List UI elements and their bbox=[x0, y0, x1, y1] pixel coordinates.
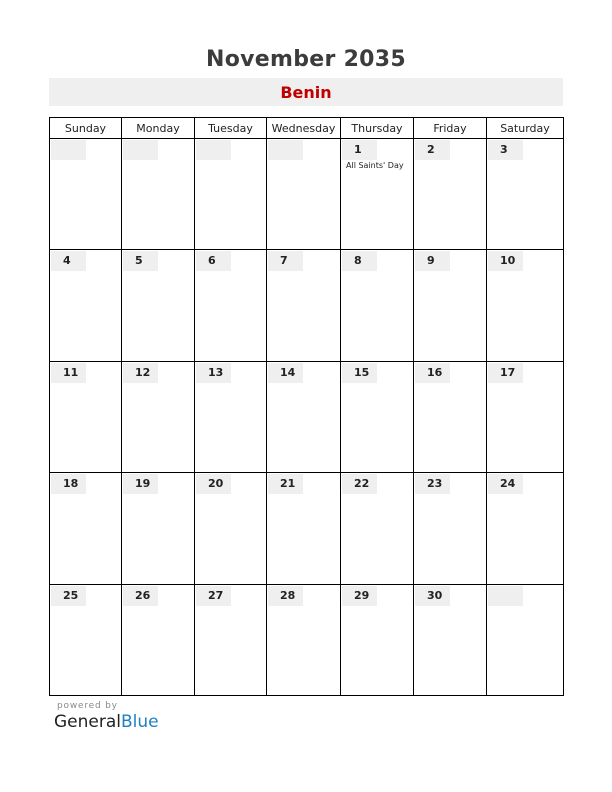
weekday-header-row bbox=[50, 118, 564, 139]
week-row bbox=[50, 361, 564, 472]
week-row bbox=[50, 139, 564, 250]
day-cell[interactable] bbox=[267, 473, 341, 584]
day-cell[interactable] bbox=[267, 250, 341, 361]
day-number: 28 bbox=[268, 586, 303, 606]
day-cell[interactable] bbox=[195, 139, 267, 250]
day-cell[interactable] bbox=[341, 584, 414, 695]
day-cell[interactable] bbox=[122, 361, 195, 472]
day-number: 25 bbox=[51, 586, 86, 606]
day-cell[interactable] bbox=[50, 361, 122, 472]
day-number: 13 bbox=[196, 363, 231, 383]
day-number: 16 bbox=[415, 363, 450, 383]
day-cell[interactable] bbox=[341, 361, 414, 472]
day-number: 26 bbox=[123, 586, 158, 606]
day-cell[interactable] bbox=[122, 584, 195, 695]
calendar-title: November 2035 bbox=[205, 47, 407, 72]
day-number: 24 bbox=[488, 474, 523, 494]
calendar-grid bbox=[49, 117, 564, 696]
day-cell[interactable] bbox=[50, 473, 122, 584]
day-cell[interactable] bbox=[487, 584, 564, 695]
day-number: 18 bbox=[51, 474, 86, 494]
day-cell[interactable] bbox=[195, 250, 267, 361]
day-cell[interactable] bbox=[487, 361, 564, 472]
weekday-friday: Friday bbox=[414, 118, 487, 139]
day-cell[interactable] bbox=[341, 250, 414, 361]
weekday-saturday: Saturday bbox=[487, 118, 564, 139]
day-number: 5 bbox=[123, 251, 158, 271]
country-name: Benin bbox=[280, 83, 332, 102]
day-cell[interactable] bbox=[50, 250, 122, 361]
weekday-tuesday: Tuesday bbox=[195, 118, 267, 139]
day-cell[interactable] bbox=[195, 473, 267, 584]
day-cell[interactable] bbox=[50, 139, 122, 250]
day-number: 7 bbox=[268, 251, 303, 271]
generalblue-logo bbox=[54, 712, 159, 732]
day-number: 20 bbox=[196, 474, 231, 494]
day-number: 23 bbox=[415, 474, 450, 494]
day-number bbox=[123, 140, 158, 160]
day-cell[interactable] bbox=[414, 473, 487, 584]
day-cell[interactable] bbox=[341, 473, 414, 584]
day-number: 29 bbox=[342, 586, 377, 606]
day-number: 17 bbox=[488, 363, 523, 383]
powered-by-label: powered by bbox=[57, 701, 118, 711]
brand-general: General bbox=[54, 712, 121, 732]
day-number: 4 bbox=[51, 251, 86, 271]
day-number: 8 bbox=[342, 251, 377, 271]
day-number: 21 bbox=[268, 474, 303, 494]
day-cell[interactable] bbox=[487, 250, 564, 361]
day-number bbox=[196, 140, 231, 160]
brand-blue: Blue bbox=[121, 712, 159, 732]
weekday-monday: Monday bbox=[122, 118, 195, 139]
day-number bbox=[268, 140, 303, 160]
day-cell[interactable] bbox=[487, 139, 564, 250]
day-number bbox=[51, 140, 86, 160]
day-cell[interactable] bbox=[267, 139, 341, 250]
weekday-wednesday: Wednesday bbox=[267, 118, 341, 139]
day-number: 11 bbox=[51, 363, 86, 383]
day-number: 30 bbox=[415, 586, 450, 606]
day-number: 2 bbox=[415, 140, 450, 160]
day-cell[interactable] bbox=[414, 250, 487, 361]
day-cell[interactable] bbox=[195, 584, 267, 695]
day-number: 19 bbox=[123, 474, 158, 494]
day-cell[interactable] bbox=[50, 584, 122, 695]
day-number: 27 bbox=[196, 586, 231, 606]
day-cell[interactable] bbox=[267, 584, 341, 695]
weekday-thursday: Thursday bbox=[341, 118, 414, 139]
day-number: 14 bbox=[268, 363, 303, 383]
day-number: 1 bbox=[342, 140, 377, 160]
day-number bbox=[488, 586, 523, 606]
day-cell[interactable] bbox=[122, 139, 195, 250]
week-row bbox=[50, 473, 564, 584]
day-number: 15 bbox=[342, 363, 377, 383]
day-cell[interactable] bbox=[414, 584, 487, 695]
day-number: 3 bbox=[488, 140, 523, 160]
weekday-sunday: Sunday bbox=[50, 118, 122, 139]
day-cell[interactable] bbox=[414, 361, 487, 472]
day-cell[interactable] bbox=[122, 250, 195, 361]
day-cell[interactable] bbox=[122, 473, 195, 584]
day-cell[interactable] bbox=[487, 473, 564, 584]
day-number: 6 bbox=[196, 251, 231, 271]
country-bar bbox=[49, 78, 563, 106]
day-number: 9 bbox=[415, 251, 450, 271]
week-row bbox=[50, 584, 564, 695]
day-cell[interactable] bbox=[341, 139, 414, 250]
day-cell[interactable] bbox=[267, 361, 341, 472]
day-number: 22 bbox=[342, 474, 377, 494]
day-number: 12 bbox=[123, 363, 158, 383]
holiday-label: All Saints' Day bbox=[346, 161, 404, 170]
day-number: 10 bbox=[488, 251, 523, 271]
week-row bbox=[50, 250, 564, 361]
day-cell[interactable] bbox=[195, 361, 267, 472]
day-cell[interactable] bbox=[414, 139, 487, 250]
